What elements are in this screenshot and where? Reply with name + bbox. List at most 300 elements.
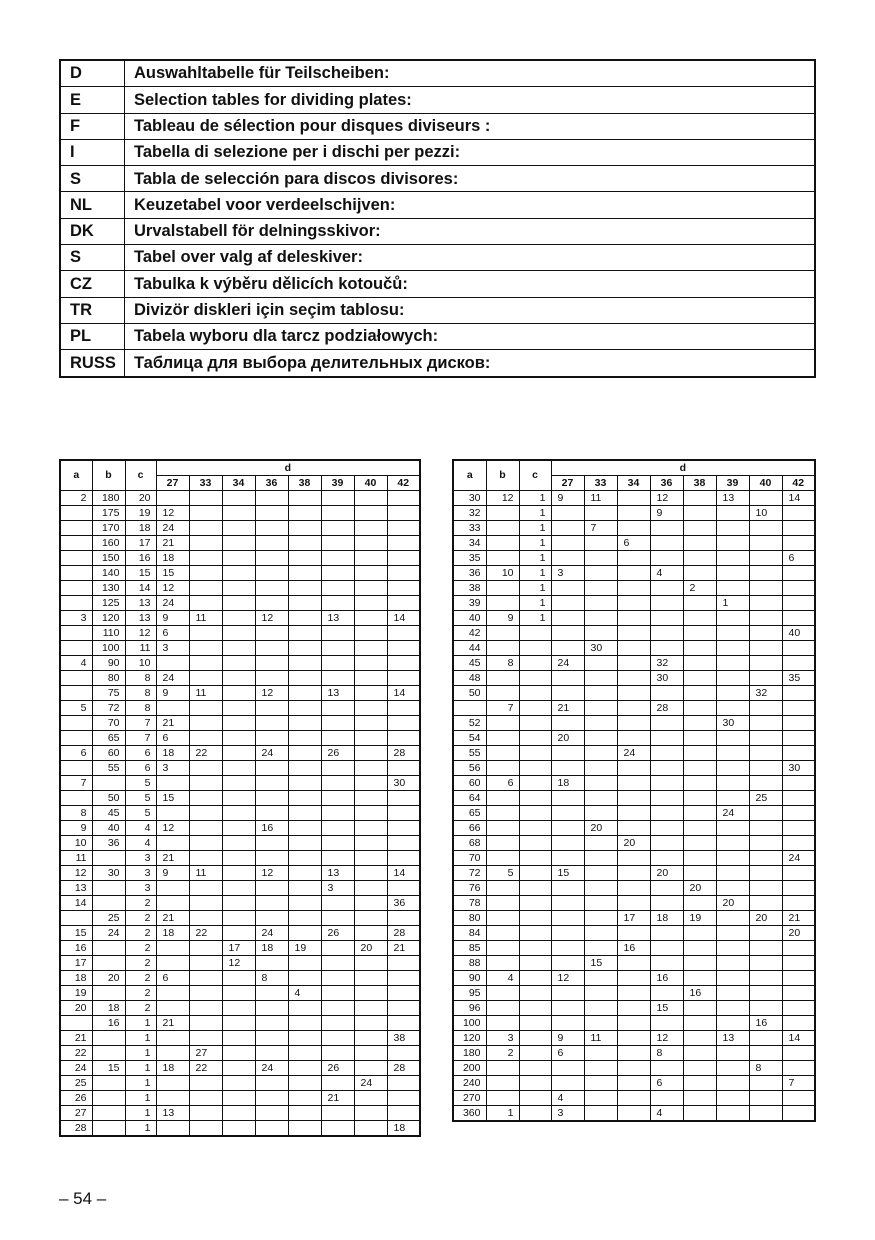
- language-code: I: [60, 139, 125, 165]
- table-cell: 175: [92, 506, 125, 521]
- table-cell: 6: [60, 746, 92, 761]
- table-cell: [683, 1106, 716, 1122]
- table-cell: 18: [156, 551, 189, 566]
- language-row: [60, 245, 815, 271]
- table-cell: [60, 1016, 92, 1031]
- table-cell: [584, 1076, 617, 1091]
- table-row: [453, 611, 815, 626]
- table-cell: [716, 641, 749, 656]
- table-cell: [749, 821, 782, 836]
- table-cell: [584, 596, 617, 611]
- table-cell: 96: [453, 1001, 486, 1016]
- table-cell: 12: [551, 971, 584, 986]
- dividing-plate-table-left: [59, 459, 421, 1137]
- table-cell: 20: [782, 926, 815, 941]
- table-cell: [617, 806, 650, 821]
- table-cell: [321, 1016, 354, 1031]
- language-row: [60, 350, 815, 377]
- page-number: – 54 –: [59, 1189, 107, 1208]
- table-cell: [354, 836, 387, 851]
- language-code: F: [60, 113, 125, 139]
- language-title: Urvalstabell för delningsskivor:: [125, 218, 816, 244]
- language-title: Auswahltabelle für Teilscheiben:: [125, 60, 816, 87]
- table-cell: [288, 731, 321, 746]
- table-row: [60, 971, 420, 986]
- table-cell: [749, 941, 782, 956]
- table-cell: 26: [321, 926, 354, 941]
- table-row: [60, 686, 420, 701]
- table-cell: [650, 611, 683, 626]
- table-cell: 8: [60, 806, 92, 821]
- table-cell: [617, 1076, 650, 1091]
- table-cell: 2: [125, 896, 156, 911]
- table-cell: [156, 776, 189, 791]
- table-row: [60, 626, 420, 641]
- table-cell: 1: [125, 1016, 156, 1031]
- table-cell: [486, 821, 519, 836]
- table-cell: 5: [60, 701, 92, 716]
- table-cell: [716, 581, 749, 596]
- table-cell: [617, 1016, 650, 1031]
- table-cell: 18: [156, 1061, 189, 1076]
- table-cell: [486, 911, 519, 926]
- table-cell: [749, 1001, 782, 1016]
- table-cell: [584, 551, 617, 566]
- table-cell: [486, 731, 519, 746]
- table-cell: 30: [782, 761, 815, 776]
- table-cell: [354, 1031, 387, 1046]
- table-cell: [354, 1001, 387, 1016]
- table-cell: 125: [92, 596, 125, 611]
- table-cell: 9: [156, 686, 189, 701]
- table-cell: [584, 611, 617, 626]
- table-cell: 38: [453, 581, 486, 596]
- table-cell: [387, 1001, 420, 1016]
- table-cell: [92, 986, 125, 1001]
- table-cell: 8: [486, 656, 519, 671]
- table-row: [60, 1061, 420, 1076]
- header-a: a: [453, 460, 486, 491]
- table-cell: [354, 626, 387, 641]
- table-cell: [255, 581, 288, 596]
- table-cell: 14: [125, 581, 156, 596]
- table-row: [453, 566, 815, 581]
- table-cell: [519, 1031, 551, 1046]
- table-cell: [749, 806, 782, 821]
- table-cell: 20: [354, 941, 387, 956]
- table-cell: 6: [156, 626, 189, 641]
- language-row: [60, 218, 815, 244]
- table-cell: [617, 851, 650, 866]
- table-cell: 20: [683, 881, 716, 896]
- table-cell: 1: [716, 596, 749, 611]
- table-cell: 35: [453, 551, 486, 566]
- table-cell: 15: [551, 866, 584, 881]
- table-cell: [222, 851, 255, 866]
- table-cell: [551, 746, 584, 761]
- header-a: a: [60, 460, 92, 491]
- table-cell: [716, 851, 749, 866]
- table-cell: [782, 776, 815, 791]
- table-cell: 26: [60, 1091, 92, 1106]
- table-cell: [222, 1091, 255, 1106]
- table-cell: [584, 746, 617, 761]
- table-cell: [782, 836, 815, 851]
- table-cell: 20: [125, 491, 156, 506]
- table-cell: 39: [453, 596, 486, 611]
- table-cell: [288, 866, 321, 881]
- table-cell: 72: [92, 701, 125, 716]
- table-cell: 4: [650, 566, 683, 581]
- table-cell: 64: [453, 791, 486, 806]
- table-cell: [683, 686, 716, 701]
- table-cell: [617, 731, 650, 746]
- table-cell: 15: [60, 926, 92, 941]
- table-cell: [716, 911, 749, 926]
- table-cell: [189, 701, 222, 716]
- table-cell: [321, 986, 354, 1001]
- table-cell: [222, 656, 255, 671]
- table-cell: 12: [222, 956, 255, 971]
- table-row: [60, 941, 420, 956]
- table-cell: 21: [156, 536, 189, 551]
- table-cell: 1: [519, 536, 551, 551]
- table-cell: [617, 1061, 650, 1076]
- table-cell: [486, 836, 519, 851]
- table-cell: [584, 1046, 617, 1061]
- table-cell: [519, 1046, 551, 1061]
- language-code: CZ: [60, 271, 125, 297]
- table-cell: [519, 656, 551, 671]
- table-row: [60, 1046, 420, 1061]
- table-cell: 120: [453, 1031, 486, 1046]
- table-cell: [288, 716, 321, 731]
- table-cell: [486, 791, 519, 806]
- table-row: [453, 536, 815, 551]
- table-cell: [288, 611, 321, 626]
- table-cell: 32: [453, 506, 486, 521]
- table-cell: 90: [92, 656, 125, 671]
- table-row: [60, 911, 420, 926]
- table-cell: [189, 836, 222, 851]
- table-cell: 15: [92, 1061, 125, 1076]
- table-cell: 9: [156, 611, 189, 626]
- table-cell: 2: [683, 581, 716, 596]
- table-cell: 24: [354, 1076, 387, 1091]
- table-cell: [354, 701, 387, 716]
- table-cell: [551, 791, 584, 806]
- table-row: [453, 956, 815, 971]
- table-cell: [189, 896, 222, 911]
- table-cell: 36: [92, 836, 125, 851]
- table-cell: [584, 701, 617, 716]
- table-cell: [551, 851, 584, 866]
- table-cell: [255, 956, 288, 971]
- table-cell: [387, 1016, 420, 1031]
- table-cell: [519, 986, 551, 1001]
- table-cell: 22: [189, 926, 222, 941]
- table-cell: [486, 551, 519, 566]
- table-cell: [683, 656, 716, 671]
- table-row: [60, 986, 420, 1001]
- table-cell: [650, 746, 683, 761]
- table-cell: [749, 656, 782, 671]
- table-cell: [749, 851, 782, 866]
- table-cell: 18: [156, 746, 189, 761]
- table-cell: [255, 1001, 288, 1016]
- table-cell: [486, 626, 519, 641]
- table-cell: [156, 1046, 189, 1061]
- table-cell: 1: [125, 1121, 156, 1137]
- language-title-table: [59, 59, 816, 378]
- table-cell: [189, 791, 222, 806]
- table-row: [60, 506, 420, 521]
- table-cell: [354, 971, 387, 986]
- table-cell: [255, 1091, 288, 1106]
- table-cell: [650, 761, 683, 776]
- table-cell: [749, 491, 782, 506]
- table-cell: [551, 1061, 584, 1076]
- table-cell: [782, 1001, 815, 1016]
- table-cell: [519, 1061, 551, 1076]
- table-cell: [288, 1016, 321, 1031]
- table-cell: 18: [60, 971, 92, 986]
- table-cell: [749, 671, 782, 686]
- table-cell: [255, 986, 288, 1001]
- table-cell: [584, 881, 617, 896]
- table-cell: [749, 596, 782, 611]
- table-cell: [683, 566, 716, 581]
- table-cell: [60, 791, 92, 806]
- table-cell: 6: [156, 731, 189, 746]
- table-cell: [749, 551, 782, 566]
- table-cell: [716, 686, 749, 701]
- table-cell: [156, 701, 189, 716]
- table-cell: [749, 926, 782, 941]
- dividing-plate-table-right: [452, 459, 816, 1122]
- table-cell: [189, 656, 222, 671]
- table-cell: 180: [453, 1046, 486, 1061]
- table-cell: [189, 1016, 222, 1031]
- table-cell: [288, 881, 321, 896]
- table-cell: [519, 1091, 551, 1106]
- table-cell: 2: [125, 941, 156, 956]
- table-cell: [519, 686, 551, 701]
- table-cell: [354, 851, 387, 866]
- table-cell: [387, 566, 420, 581]
- table-cell: [519, 926, 551, 941]
- table-cell: 18: [551, 776, 584, 791]
- language-row: [60, 139, 815, 165]
- table-cell: [255, 731, 288, 746]
- table-cell: [288, 776, 321, 791]
- table-cell: 22: [189, 746, 222, 761]
- table-cell: [354, 821, 387, 836]
- table-cell: [617, 761, 650, 776]
- table-cell: [584, 986, 617, 1001]
- table-cell: [321, 1121, 354, 1137]
- table-cell: [716, 521, 749, 536]
- table-cell: [716, 746, 749, 761]
- table-cell: 15: [156, 791, 189, 806]
- table-cell: [584, 506, 617, 521]
- table-cell: [387, 596, 420, 611]
- table-cell: [650, 521, 683, 536]
- table-cell: 13: [125, 611, 156, 626]
- table-cell: 1: [125, 1091, 156, 1106]
- table-cell: [584, 716, 617, 731]
- table-cell: [321, 941, 354, 956]
- table-cell: 30: [716, 716, 749, 731]
- table-cell: [683, 671, 716, 686]
- table-cell: [650, 716, 683, 731]
- table-cell: 33: [453, 521, 486, 536]
- table-cell: 7: [125, 731, 156, 746]
- table-cell: [60, 536, 92, 551]
- table-cell: [551, 986, 584, 1001]
- header-d-38: 38: [683, 476, 716, 491]
- table-cell: 1: [519, 596, 551, 611]
- table-cell: [617, 881, 650, 896]
- table-cell: [288, 956, 321, 971]
- table-cell: 6: [156, 971, 189, 986]
- table-cell: 15: [650, 1001, 683, 1016]
- table-cell: [189, 806, 222, 821]
- table-cell: [749, 896, 782, 911]
- table-row: [453, 1046, 815, 1061]
- table-cell: [189, 551, 222, 566]
- table-cell: [617, 656, 650, 671]
- table-cell: 45: [453, 656, 486, 671]
- table-cell: 24: [156, 671, 189, 686]
- table-cell: [650, 896, 683, 911]
- table-cell: [354, 491, 387, 506]
- table-cell: 20: [617, 836, 650, 851]
- table-cell: [617, 551, 650, 566]
- table-cell: [288, 896, 321, 911]
- header-b: b: [92, 460, 125, 491]
- table-cell: [255, 851, 288, 866]
- table-cell: [584, 731, 617, 746]
- table-cell: [387, 701, 420, 716]
- table-cell: [716, 1016, 749, 1031]
- table-cell: [486, 761, 519, 776]
- table-cell: [222, 521, 255, 536]
- table-cell: [255, 836, 288, 851]
- table-cell: 35: [782, 671, 815, 686]
- table-cell: [321, 656, 354, 671]
- table-cell: [222, 821, 255, 836]
- table-cell: 1: [519, 551, 551, 566]
- table-cell: [650, 1061, 683, 1076]
- table-cell: [222, 1076, 255, 1091]
- table-cell: 3: [321, 881, 354, 896]
- table-row: [60, 1001, 420, 1016]
- table-cell: 24: [156, 596, 189, 611]
- table-cell: [288, 806, 321, 821]
- table-cell: [519, 971, 551, 986]
- table-cell: [321, 506, 354, 521]
- table-cell: [222, 911, 255, 926]
- table-cell: [321, 1031, 354, 1046]
- table-cell: [519, 836, 551, 851]
- table-cell: 2: [125, 971, 156, 986]
- table-cell: [92, 1031, 125, 1046]
- table-cell: 12: [60, 866, 92, 881]
- table-row: [60, 746, 420, 761]
- table-cell: 16: [650, 971, 683, 986]
- table-cell: 9: [486, 611, 519, 626]
- table-cell: [354, 746, 387, 761]
- table-cell: [92, 896, 125, 911]
- table-cell: [354, 566, 387, 581]
- table-cell: [683, 866, 716, 881]
- table-cell: 21: [321, 1091, 354, 1106]
- table-cell: [189, 536, 222, 551]
- table-cell: 13: [125, 596, 156, 611]
- table-cell: [716, 761, 749, 776]
- table-cell: [749, 581, 782, 596]
- table-cell: 8: [255, 971, 288, 986]
- table-cell: [551, 1076, 584, 1091]
- table-cell: [584, 1001, 617, 1016]
- table-cell: [584, 581, 617, 596]
- table-cell: [683, 791, 716, 806]
- table-cell: 9: [156, 866, 189, 881]
- table-cell: 4: [551, 1091, 584, 1106]
- table-cell: [683, 941, 716, 956]
- table-cell: [486, 926, 519, 941]
- table-row: [453, 671, 815, 686]
- table-cell: 88: [453, 956, 486, 971]
- table-cell: [617, 701, 650, 716]
- header-d-39: 39: [321, 476, 354, 491]
- table-cell: [683, 536, 716, 551]
- table-cell: [683, 506, 716, 521]
- table-cell: [584, 926, 617, 941]
- table-cell: [683, 836, 716, 851]
- table-cell: [387, 551, 420, 566]
- table-cell: [486, 746, 519, 761]
- table-cell: [617, 491, 650, 506]
- table-cell: 22: [60, 1046, 92, 1061]
- table-cell: [255, 911, 288, 926]
- table-cell: [354, 881, 387, 896]
- table-cell: [617, 986, 650, 1001]
- table-cell: 14: [387, 686, 420, 701]
- table-cell: [551, 641, 584, 656]
- table-row: [60, 1076, 420, 1091]
- table-cell: [551, 536, 584, 551]
- table-cell: [156, 956, 189, 971]
- table-cell: 95: [453, 986, 486, 1001]
- table-cell: [551, 956, 584, 971]
- table-cell: [486, 716, 519, 731]
- table-cell: [255, 596, 288, 611]
- table-cell: [551, 911, 584, 926]
- table-cell: [716, 956, 749, 971]
- table-cell: [60, 596, 92, 611]
- table-cell: 1: [125, 1061, 156, 1076]
- table-cell: 3: [60, 611, 92, 626]
- table-row: [60, 581, 420, 596]
- table-cell: [584, 761, 617, 776]
- table-cell: [222, 686, 255, 701]
- table-cell: 7: [486, 701, 519, 716]
- table-row: [60, 491, 420, 506]
- table-cell: 40: [92, 821, 125, 836]
- table-cell: [387, 851, 420, 866]
